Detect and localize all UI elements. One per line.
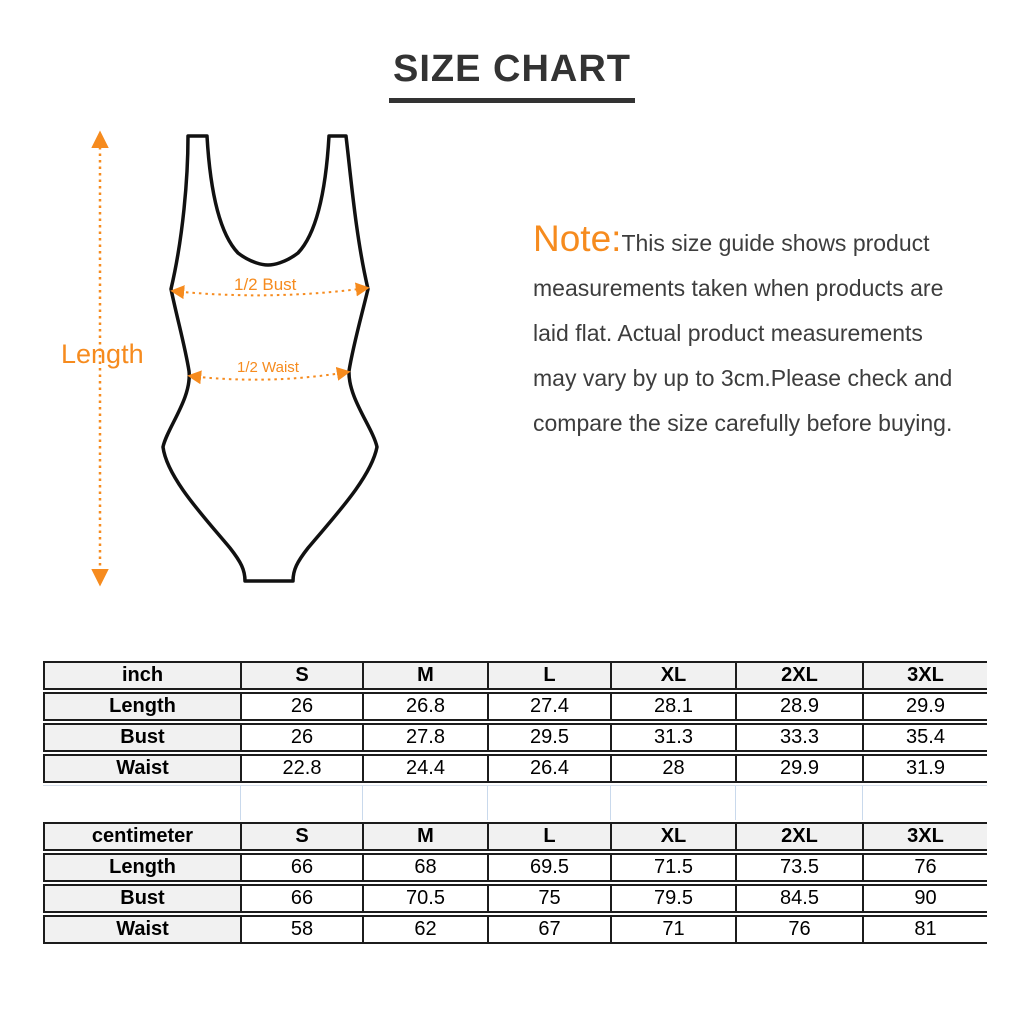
row-label-cell: Waist: [43, 915, 240, 944]
inch-size-table: [43, 659, 987, 785]
value-cell: 76: [862, 853, 987, 882]
size-header-cell: 2XL: [735, 822, 862, 851]
table-row: [43, 754, 987, 783]
value-cell: 27.8: [362, 723, 487, 752]
value-cell: 90: [862, 884, 987, 913]
centimeter-size-table: [43, 820, 987, 946]
value-cell: 70.5: [362, 884, 487, 913]
size-header-cell: 2XL: [735, 661, 862, 690]
value-cell: 66: [240, 884, 362, 913]
value-cell: 58: [240, 915, 362, 944]
value-cell: 24.4: [362, 754, 487, 783]
value-cell: 33.3: [735, 723, 862, 752]
value-cell: 71: [610, 915, 735, 944]
note-line: compare the size carefully before buying.: [533, 410, 953, 436]
value-cell: 29.9: [862, 692, 987, 721]
note-line: may vary by up to 3cm.Please check and: [533, 365, 953, 391]
value-cell: 22.8: [240, 754, 362, 783]
note-prefix: Note:: [533, 218, 622, 259]
unit-header-cell: centimeter: [43, 822, 240, 851]
size-header-cell: S: [240, 661, 362, 690]
value-cell: 79.5: [610, 884, 735, 913]
size-tables: [43, 659, 987, 946]
value-cell: 26: [240, 723, 362, 752]
row-label-cell: Waist: [43, 754, 240, 783]
row-label-cell: Bust: [43, 884, 240, 913]
size-header-cell: XL: [610, 822, 735, 851]
size-header-cell: M: [362, 822, 487, 851]
page-title-row: [0, 48, 1024, 103]
note-line: laid flat. Actual product measurements: [533, 320, 923, 346]
size-header-cell: M: [362, 661, 487, 690]
table-gap-spacer: [43, 785, 987, 820]
value-cell: 31.9: [862, 754, 987, 783]
value-cell: 75: [487, 884, 610, 913]
value-cell: 28.9: [735, 692, 862, 721]
value-cell: 81: [862, 915, 987, 944]
table-row: [43, 915, 987, 944]
value-cell: 68: [362, 853, 487, 882]
value-cell: 69.5: [487, 853, 610, 882]
value-cell: 26.8: [362, 692, 487, 721]
size-header-cell: 3XL: [862, 661, 987, 690]
value-cell: 62: [362, 915, 487, 944]
note-text: This size guide shows product: [621, 230, 930, 256]
table-row: [43, 853, 987, 882]
page-title: SIZE CHART: [389, 48, 635, 103]
note-block: [533, 216, 998, 446]
half-waist-label: 1/2 Waist: [237, 359, 299, 376]
size-header-cell: XL: [610, 661, 735, 690]
value-cell: 67: [487, 915, 610, 944]
row-label-cell: Length: [43, 692, 240, 721]
half-bust-label: 1/2 Bust: [234, 275, 297, 294]
value-cell: 31.3: [610, 723, 735, 752]
value-cell: 29.5: [487, 723, 610, 752]
value-cell: 26.4: [487, 754, 610, 783]
value-cell: 84.5: [735, 884, 862, 913]
unit-header-cell: inch: [43, 661, 240, 690]
value-cell: 66: [240, 853, 362, 882]
note-line: measurements taken when products are: [533, 275, 944, 301]
value-cell: 73.5: [735, 853, 862, 882]
value-cell: 71.5: [610, 853, 735, 882]
value-cell: 35.4: [862, 723, 987, 752]
size-header-cell: 3XL: [862, 822, 987, 851]
size-header-cell: L: [487, 822, 610, 851]
table-row: [43, 723, 987, 752]
row-label-cell: Length: [43, 853, 240, 882]
note-line: [533, 216, 998, 266]
value-cell: 26: [240, 692, 362, 721]
value-cell: 28: [610, 754, 735, 783]
value-cell: 27.4: [487, 692, 610, 721]
table-header-row: [43, 661, 987, 690]
table-header-row: [43, 822, 987, 851]
length-label: Length: [61, 339, 144, 369]
size-header-cell: S: [240, 822, 362, 851]
row-label-cell: Bust: [43, 723, 240, 752]
table-row: [43, 692, 987, 721]
size-header-cell: L: [487, 661, 610, 690]
value-cell: 28.1: [610, 692, 735, 721]
value-cell: 29.9: [735, 754, 862, 783]
value-cell: 76: [735, 915, 862, 944]
table-row: [43, 884, 987, 913]
